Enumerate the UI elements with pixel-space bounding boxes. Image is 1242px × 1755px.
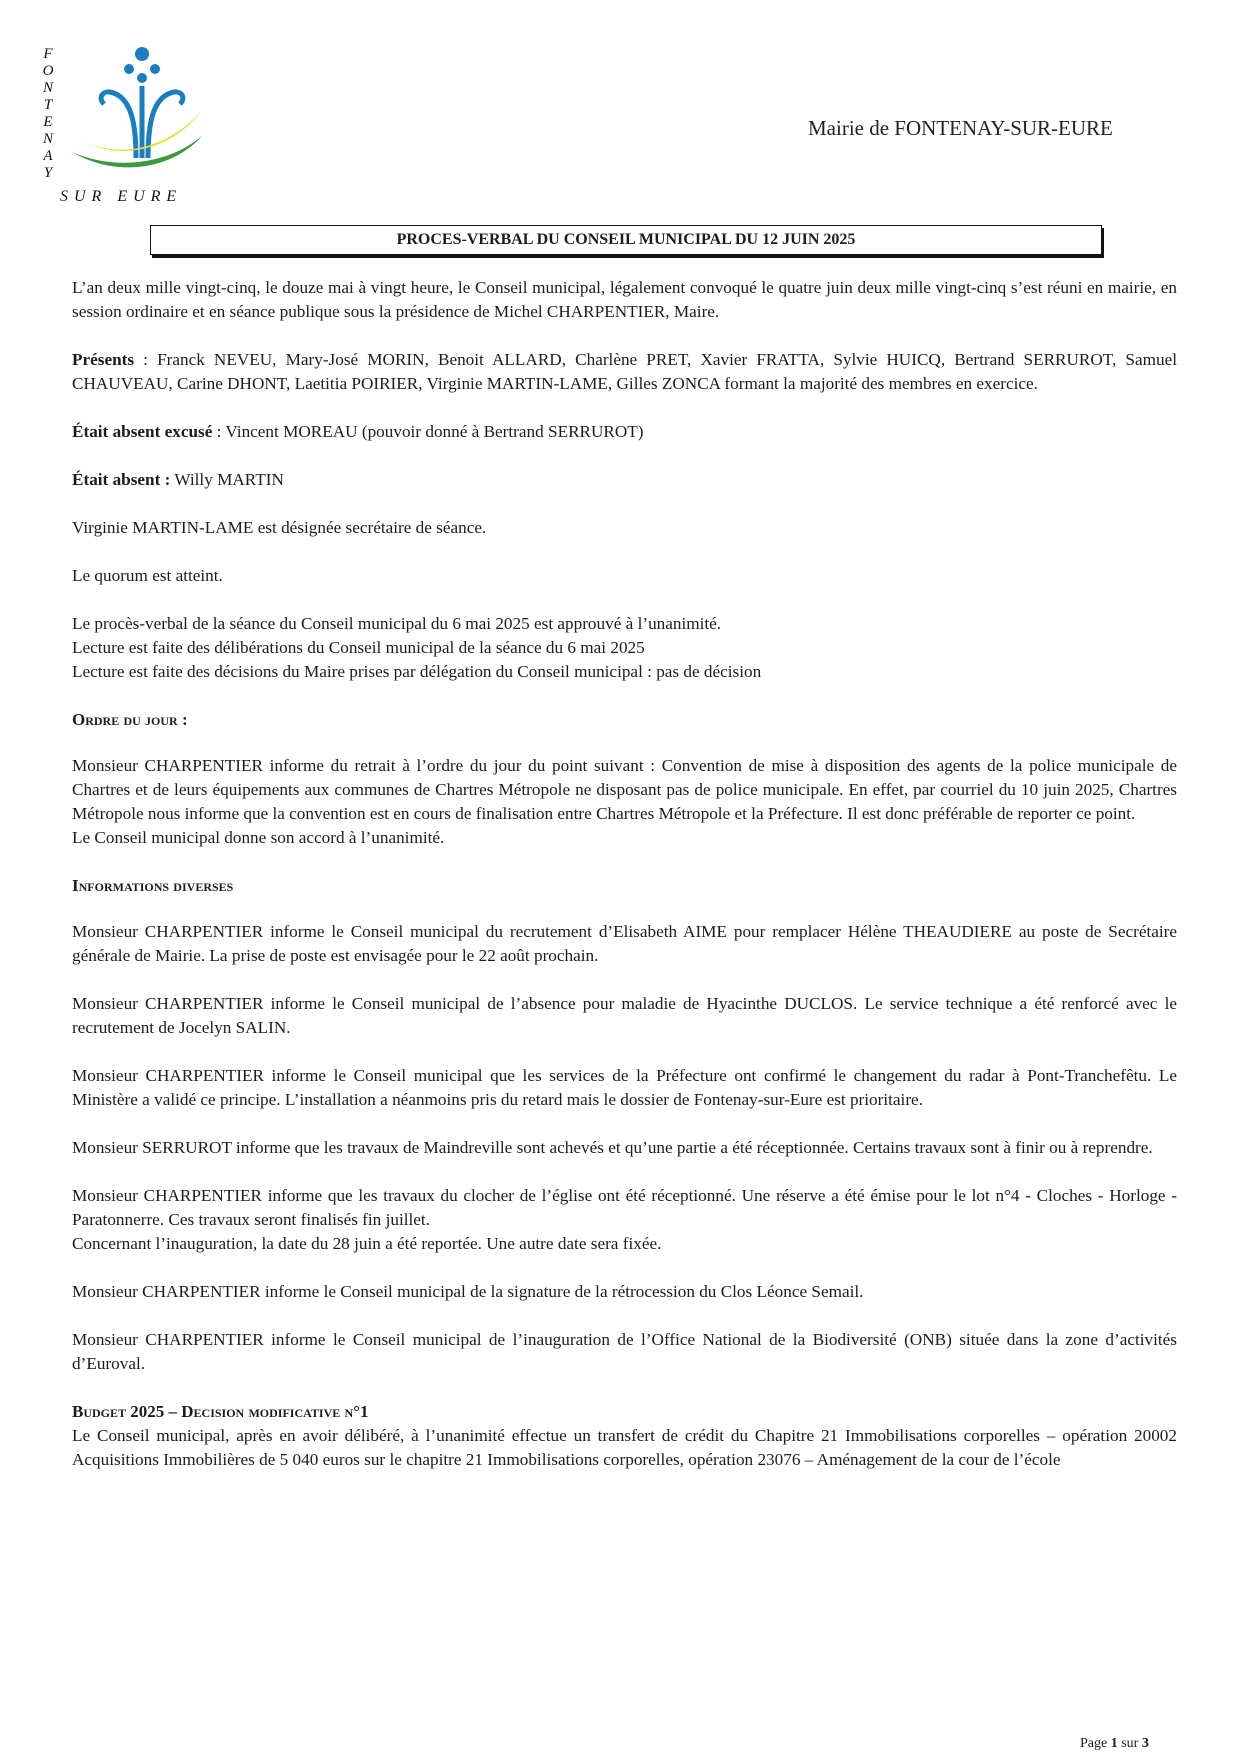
document-body	[72, 276, 1177, 1496]
clocher-paragraph: Monsieur CHARPENTIER informe que les travaux du clocher de l’église ont été réceptionné. Une réserve a été émise pour le lot n°4 - Cloches - Horloge - Paratonnerre. Ces travaux seront finalisés fin juillet.	[72, 1186, 1177, 1229]
document-title	[150, 225, 1102, 255]
logo-side-letters: F O N T E N A Y	[42, 46, 54, 181]
presents-label: Présents	[72, 350, 135, 369]
absent-excuse-text: : Vincent MOREAU (pouvoir donné à Bertrand SERRUROT)	[212, 422, 644, 441]
ordre-du-jour-accord: Le Conseil municipal donne son accord à l’unanimité.	[72, 828, 445, 847]
absent-excuse-paragraph	[72, 420, 1177, 444]
retrocession-paragraph: Monsieur CHARPENTIER informe le Conseil municipal de la signature de la rétrocession du Clos Léonce Semail.	[72, 1282, 864, 1301]
fountain-logo-icon	[56, 40, 206, 180]
ordre-du-jour-text: Monsieur CHARPENTIER informe du retrait à l’ordre du jour du point suivant : Convention de mise à disposition des agents de la police municipale de Chartres et de leurs équipements aux communes de Chartres Métropole ne disposant pas de police municipale. En effet, par courriel du 10 juin 2025, Chartres Métropole nous informe que la convention est en cours de finalisation entre Chartres Métropole et la Préfecture. Il est donc préférable de reporter ce point.	[72, 756, 1177, 823]
informations-heading: Informations diverses	[72, 876, 234, 895]
approbation-line: Le procès-verbal de la séance du Conseil municipal du 6 mai 2025 est approuvé à l’unanimité.	[72, 614, 722, 633]
information-item: Monsieur CHARPENTIER informe le Conseil municipal de l’absence pour maladie de Hyacinthe DUCLOS. Le service technique a été renforcé avec le recrutement de Jocelyn SALIN.	[72, 994, 1177, 1037]
secretaire-paragraph: Virginie MARTIN-LAME est désignée secrétaire de séance.	[72, 518, 487, 537]
ordre-du-jour-heading: Ordre du jour :	[72, 710, 188, 729]
budget-paragraph: Le Conseil municipal, après en avoir délibéré, à l’unanimité effectue un transfert de crédit du Chapitre 21 Immobilisations corporelles – opération 20002 Acquisitions Immobilières de 5 040 euros sur le chapitre 21 Immobilisations corporelles, opération 23076 – Aménagement de la cour de l’école	[72, 1426, 1177, 1469]
information-item: Monsieur CHARPENTIER informe le Conseil municipal du recrutement d’Elisabeth AIME pour remplacer Hélène THEAUDIERE au poste de Secrétaire générale de Mairie. La prise de poste est envisagée pour le 22 août prochain.	[72, 922, 1177, 965]
onb-paragraph: Monsieur CHARPENTIER informe le Conseil municipal de l’inauguration de l’Office National de la Biodiversité (ONB) située dans la zone d’activités d’Euroval.	[72, 1330, 1177, 1373]
presents-paragraph	[72, 348, 1177, 396]
presents-text: : Franck NEVEU, Mary-José MORIN, Benoit ALLARD, Charlène PRET, Xavier FRATTA, Sylvie HUICQ, Bertrand SERRUROT, Samuel CHAUVEAU, Carine DHONT, Laetitia POIRIER, Virginie MARTIN-LAME, Gilles ZONCA formant la majorité des membres en exercice.	[72, 350, 1177, 393]
information-item: Monsieur CHARPENTIER informe le Conseil municipal que les services de la Préfecture ont confirmé le changement du radar à Pont-Tranchefêtu. Le Ministère a validé ce principe. L’installation a néanmoins pris du retard mais le dossier de Fontenay-sur-Eure est prioritaire.	[72, 1066, 1177, 1109]
absent-paragraph	[72, 468, 1177, 492]
absent-excuse-label: Était absent excusé	[72, 422, 213, 441]
information-item: Monsieur SERRUROT informe que les travaux de Maindreville sont achevés et qu’une partie a été réceptionnée. Certains travaux sont à finir ou à reprendre.	[72, 1138, 1153, 1157]
page-number: 1	[1110, 1736, 1118, 1751]
approbation-line: Lecture est faite des délibérations du Conseil municipal de la séance du 6 mai 2025	[72, 638, 645, 657]
intro-paragraph: L’an deux mille vingt-cinq, le douze mai à vingt heure, le Conseil municipal, légalement convoqué le quatre juin deux mille vingt-cinq s’est réuni en mairie, en session ordinaire et en séance publique sous la présidence de Michel CHARPENTIER, Maire.	[72, 278, 1177, 321]
page-total: 3	[1141, 1736, 1149, 1751]
page-footer: Page 1 sur 3	[1080, 1736, 1149, 1751]
logo-sur-eure: SUR EURE	[60, 188, 183, 205]
inauguration-date-paragraph: Concernant l’inauguration, la date du 28 juin a été reportée. Une autre date sera fixée.	[72, 1234, 662, 1253]
approbation-line: Lecture est faite des décisions du Maire prises par délégation du Conseil municipal : pas de décision	[72, 662, 762, 681]
quorum-paragraph: Le quorum est atteint.	[72, 566, 223, 585]
budget-heading: Budget 2025 – Decision modificative n°1	[72, 1402, 369, 1421]
mairie-name: Mairie de FONTENAY-SUR-EURE	[808, 116, 1113, 140]
document-title-text: PROCES-VERBAL DU CONSEIL MUNICIPAL DU 12 JUIN 2025	[396, 231, 856, 248]
fontenay-logo	[38, 40, 188, 210]
absent-label: Était absent :	[72, 470, 171, 489]
absent-text: Willy MARTIN	[170, 470, 284, 489]
